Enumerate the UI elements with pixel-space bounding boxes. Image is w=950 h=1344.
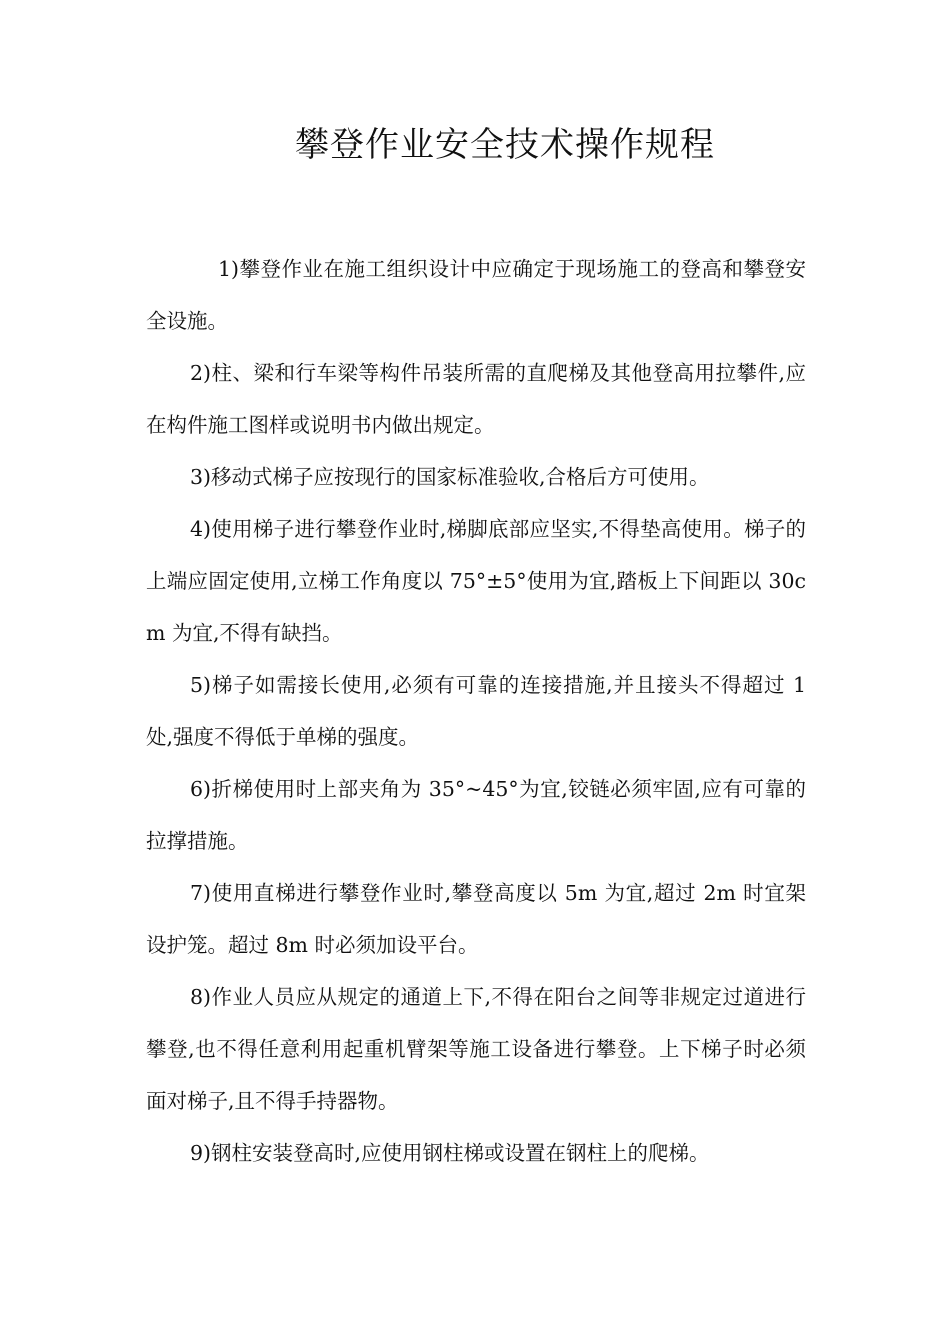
paragraph-1: 1)攀登作业在施工组织设计中应确定于现场施工的登高和攀登安全设施。 bbox=[146, 257, 806, 333]
document-title: 攀登作业安全技术操作规程 bbox=[295, 125, 715, 165]
paragraph-5: 5)梯子如需接长使用,必须有可靠的连接措施,并且接头不得超过 1 处,强度不得低于单梯的强度。 bbox=[146, 673, 806, 749]
paragraph-4: 4)使用梯子进行攀登作业时,梯脚底部应坚实,不得垫高使用。梯子的上端应固定使用,立梯工作角度以 75°±5°使用为宜,踏板上下间距以 30cm 为宜,不得有缺挡。 bbox=[146, 517, 806, 645]
paragraph-7: 7)使用直梯进行攀登作业时,攀登高度以 5m 为宜,超过 2m 时宜架设护笼。超过 8m 时必须加设平台。 bbox=[146, 881, 806, 957]
document-body bbox=[146, 243, 806, 1179]
paragraph-8: 8)作业人员应从规定的通道上下,不得在阳台之间等非规定过道进行攀登,也不得任意利用起重机臂架等施工设备进行攀登。上下梯子时必须面对梯子,且不得手持器物。 bbox=[146, 985, 806, 1113]
paragraph-6: 6)折梯使用时上部夹角为 35°~45°为宜,铰链必须牢固,应有可靠的拉撑措施。 bbox=[146, 777, 806, 853]
paragraph-2: 2)柱、梁和行车梁等构件吊装所需的直爬梯及其他登高用拉攀件,应在构件施工图样或说明书内做出规定。 bbox=[146, 361, 806, 437]
paragraph-9: 9)钢柱安装登高时,应使用钢柱梯或设置在钢柱上的爬梯。 bbox=[190, 1141, 710, 1165]
paragraph-3: 3)移动式梯子应按现行的国家标准验收,合格后方可使用。 bbox=[190, 465, 710, 489]
